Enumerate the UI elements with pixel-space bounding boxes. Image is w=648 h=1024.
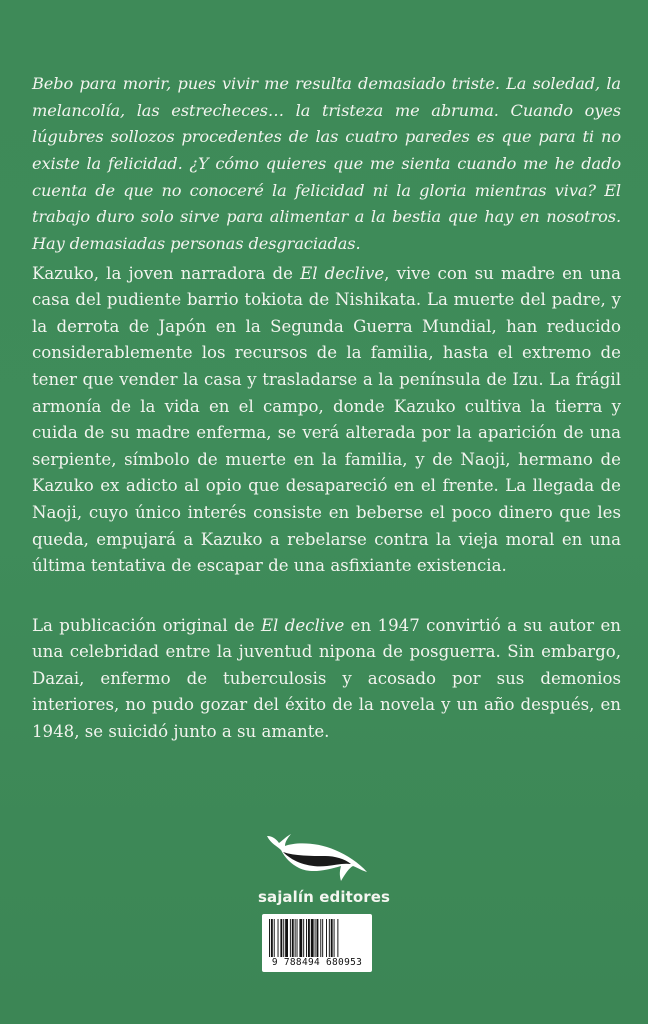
synopsis-intro: Kazuko, la joven narradora de: [32, 263, 301, 283]
synopsis-text: , vive con su madre en una casa del pudiente barrio tokiota de Nishikata. La muerte del padre, y la derrota de Japón en la Segunda Guerra Mundial, han reducido considerablemente los recursos de la familia, hasta el extremo de tener que vender la casa y trasladarse a la península de Izu. La frágil armonía de la vida en el campo, donde Kazuko cultiva la tierra y cuida de su madre enferma, se verá alterada por la aparición de una serpiente, símbolo de muerte en la familia, y de Naoji, hermano de Kazuko ex adicto al opio que desapareció en el frente. La llegada de Naoji, cuyo único interés consiste en beberse el poco dinero que les queda, empujará a Kazuko a rebelarse contra la vieja moral en una última tentativa de escapar de una asfixiante existencia.: [32, 263, 621, 576]
about-book-title: El declive: [260, 615, 345, 635]
isbn-number: 9 788494 680953: [271, 957, 363, 968]
publisher-name: sajalín editores: [257, 888, 391, 906]
synopsis-book-title: El declive: [300, 263, 385, 283]
epigraph-quote: Bebo para morir, pues vivir me resulta demasiado triste. La soledad, la melancolía, las estrecheces… la tristeza me abruma. Cuando oyes lúgubres sollozos procedentes de las cuatro paredes es que para ti no existe la felicidad. ¿Y cómo quieres que me sienta cuando me he dado cuenta de que no conoceré la felicidad ni la gloria mientras viva? El trabajo duro solo sirve para alimentar a la bestia que hay en nosotros. Hay demasiadas personas desgraciadas.: [32, 74, 621, 253]
author-paragraph: [32, 613, 621, 746]
barcode-icon: [268, 919, 366, 957]
about-text: en 1947 convirtió a su autor en una celebridad entre la juventud nipona de posguerra. Sin embargo, Dazai, enfermo de tuberculosis y acosado por sus demonios interiores, no pudo gozar del éxito de la novela y un año después, en 1948, se suicidó junto a su amante.: [32, 615, 621, 741]
synopsis-paragraph: [32, 261, 621, 580]
barcode: [262, 914, 372, 972]
whale-logo-icon: [265, 826, 369, 886]
about-intro: La publicación original de: [32, 615, 261, 635]
